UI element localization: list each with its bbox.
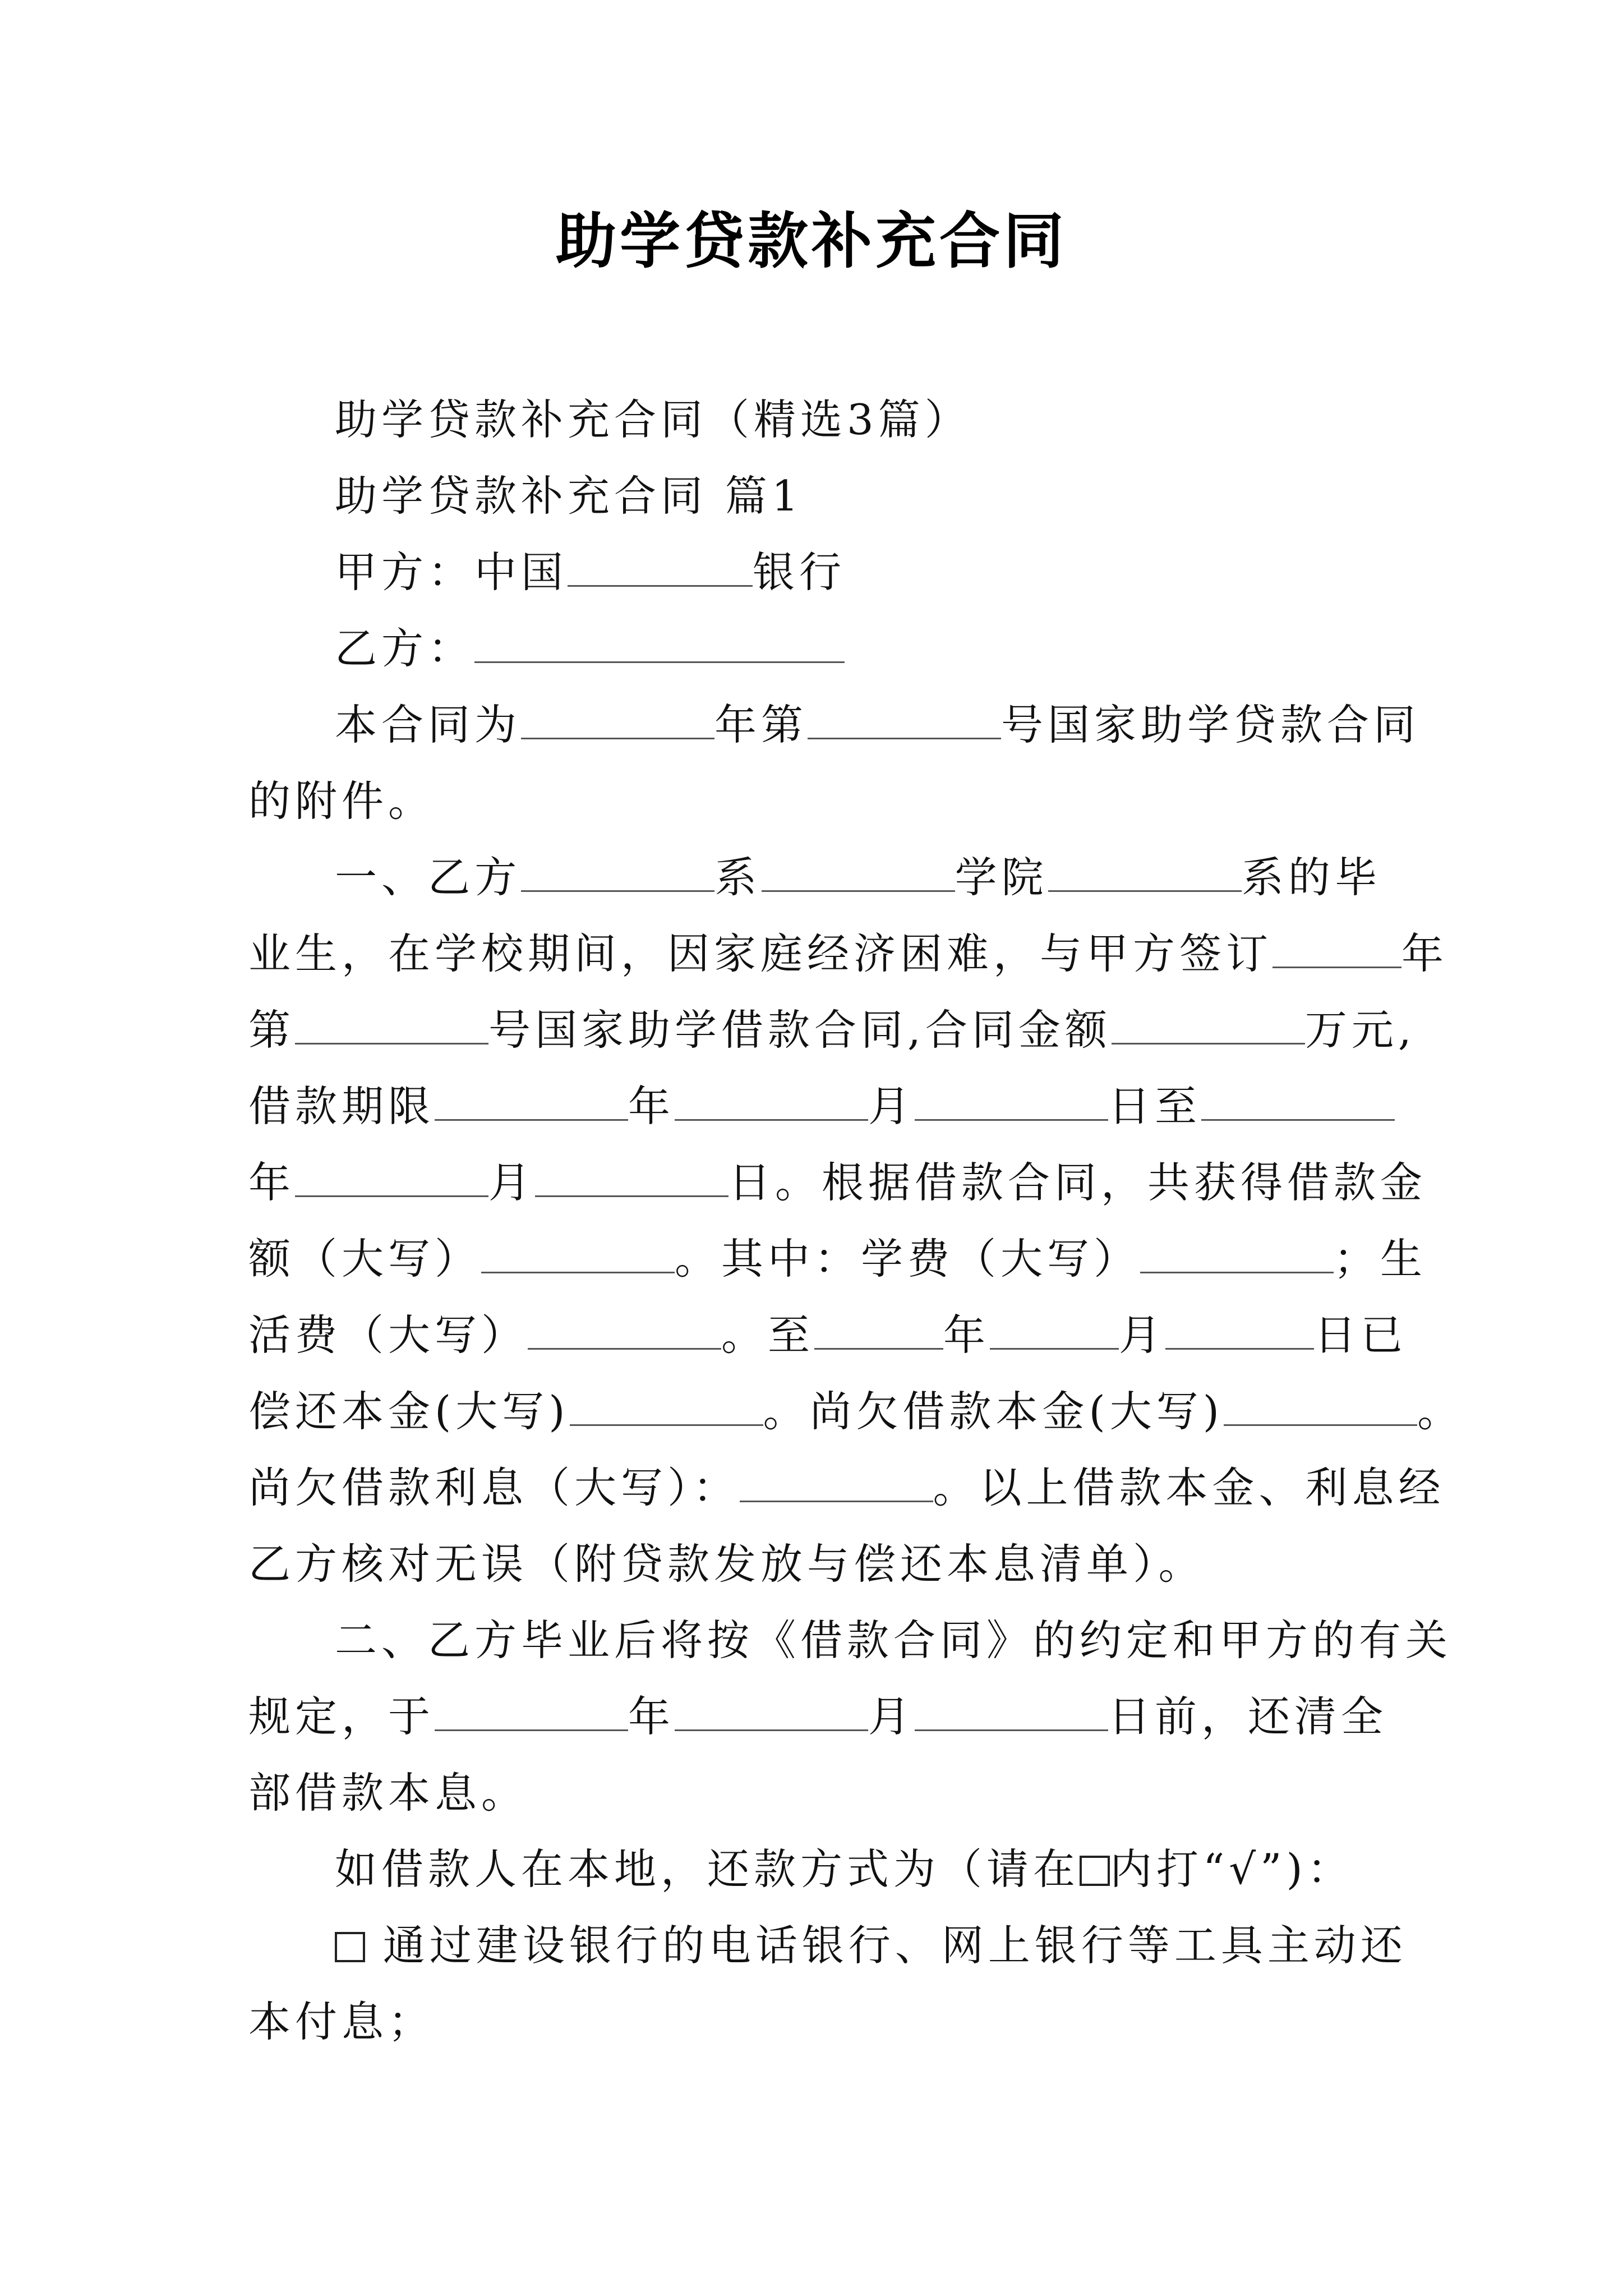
- paragraph-subtitle: [248, 381, 1381, 458]
- text: 号国家助学借款合同,合同金额: [488, 1005, 1112, 1055]
- blank-field: [474, 622, 845, 663]
- text: 年第: [714, 700, 808, 749]
- blank-field: [1165, 1309, 1314, 1350]
- text: 甲方：中国: [335, 547, 568, 597]
- blank-field: [521, 698, 714, 739]
- paragraph-clause-1-line: [248, 1221, 1427, 1297]
- paragraph-contract-ref-cont: [248, 763, 1381, 839]
- paragraph-clause-1-line: [248, 1450, 1445, 1526]
- text: 偿还本金(大写): [248, 1387, 570, 1436]
- text: ；生: [1334, 1234, 1427, 1283]
- blank-field: [808, 698, 1001, 739]
- text: 通过建设银行的电话银行、网上银行等工具主动还: [382, 1921, 1407, 1970]
- blank-field: [814, 1309, 943, 1350]
- text: 助学贷款补充合同（精选3篇）: [335, 395, 971, 444]
- checkbox-option-1[interactable]: [335, 1932, 365, 1962]
- paragraph-option-1: [248, 1907, 1407, 1984]
- paragraph-party-a: [248, 534, 1381, 610]
- paragraph-clause-2: [248, 1602, 1453, 1678]
- text: 助学贷款补充合同 篇1: [335, 471, 803, 521]
- paragraph-clause-1-line: [248, 915, 1449, 992]
- paragraph-clause-1: [248, 839, 1381, 915]
- text: 本合同为: [335, 700, 522, 749]
- paragraph-clause-1-line: [248, 1068, 1381, 1144]
- blank-field: [762, 851, 955, 892]
- text: 月: [1119, 1310, 1166, 1360]
- text: 的附件。: [248, 776, 435, 826]
- text: 年: [628, 1692, 675, 1741]
- blank-field: [435, 1080, 628, 1121]
- text: 如借款人在本地，还款方式为（请在: [335, 1844, 1080, 1894]
- text: 万元,: [1304, 1005, 1416, 1055]
- text: 内打“√”)：: [1110, 1844, 1354, 1894]
- blank-field: [1140, 1232, 1334, 1273]
- blank-field: [568, 546, 753, 587]
- blank-field: [1224, 1385, 1417, 1426]
- text: 业生，在学校期间，因家庭经济困难，与甲方签订: [248, 929, 1273, 978]
- text: 系: [714, 853, 762, 902]
- blank-field: [1048, 851, 1242, 892]
- paragraph-section-heading: [248, 458, 1381, 534]
- paragraph-repayment-method: [248, 1831, 1381, 1907]
- text: 。: [1417, 1387, 1464, 1436]
- blank-field: [1272, 927, 1401, 968]
- blank-field: [990, 1309, 1119, 1350]
- text: 号国家助学贷款合同: [1001, 700, 1421, 749]
- blank-field: [295, 1156, 488, 1197]
- blank-field: [1112, 1004, 1305, 1045]
- paragraph-option-1-line: [248, 1984, 1381, 2060]
- blank-field: [528, 1309, 721, 1350]
- text: 乙方：: [335, 624, 475, 673]
- text: 月: [868, 1692, 915, 1741]
- blank-field: [1201, 1080, 1395, 1121]
- text: 日已: [1314, 1310, 1408, 1360]
- paragraph-clause-1-line: [248, 1144, 1427, 1221]
- text: 银行: [753, 547, 846, 597]
- text: 。以上借款本金、利息经: [933, 1463, 1445, 1512]
- text: 月: [488, 1158, 536, 1207]
- text: 活费（大写）: [248, 1310, 528, 1360]
- text: 日至: [1108, 1082, 1202, 1131]
- text: 年: [248, 1158, 296, 1207]
- paragraph-clause-1-line: [248, 992, 1416, 1068]
- text: 系的毕: [1241, 853, 1381, 902]
- text: 月: [868, 1082, 915, 1131]
- text: 本付息；: [248, 1997, 435, 2046]
- document-body: [248, 381, 1464, 2060]
- text: 年: [628, 1082, 675, 1131]
- blank-field: [740, 1461, 933, 1502]
- text: 一、乙方: [335, 853, 522, 902]
- text: 。至: [721, 1310, 815, 1360]
- paragraph-clause-1-line: [248, 1373, 1464, 1450]
- paragraph-clause-2-line: [248, 1755, 1381, 1831]
- paragraph-party-b: [248, 610, 1381, 687]
- text: 部借款本息。: [248, 1768, 528, 1818]
- paragraph-clause-2-line: [248, 1678, 1388, 1755]
- blank-field: [481, 1232, 675, 1273]
- text: 日前，还清全: [1108, 1692, 1388, 1741]
- text: 额（大写）: [248, 1234, 482, 1283]
- text: 乙方核对无误（附贷款发放与偿还本息清单）。: [248, 1539, 1205, 1589]
- text: 二、乙方毕业后将按《借款合同》的约定和甲方的有关: [335, 1616, 1453, 1665]
- paragraph-clause-1-line: [248, 1526, 1381, 1602]
- paragraph-clause-1-line: [248, 1297, 1408, 1373]
- blank-field: [521, 851, 714, 892]
- text: 日。根据借款合同，共获得借款金: [728, 1158, 1427, 1207]
- text: 。尚欠借款本金(大写): [763, 1387, 1224, 1436]
- text: 学院: [955, 853, 1048, 902]
- blank-field: [435, 1690, 628, 1731]
- text: 尚欠借款利息（大写）：: [248, 1463, 740, 1512]
- text: 年: [943, 1310, 990, 1360]
- blank-field: [295, 1004, 488, 1045]
- blank-field: [915, 1080, 1108, 1121]
- blank-field: [915, 1690, 1108, 1731]
- document-title: 助学贷款补充合同: [555, 206, 1067, 277]
- checkbox-icon: [1080, 1856, 1110, 1886]
- text: 借款期限: [248, 1082, 435, 1131]
- blank-field: [675, 1690, 868, 1731]
- text: 年: [1401, 929, 1449, 978]
- blank-field: [675, 1080, 868, 1121]
- paragraph-contract-ref: [248, 687, 1421, 763]
- text: 规定，于: [248, 1692, 435, 1741]
- text: 第: [248, 1005, 296, 1055]
- blank-field: [535, 1156, 728, 1197]
- text: 。其中：学费（大写）: [675, 1234, 1141, 1283]
- blank-field: [570, 1385, 763, 1426]
